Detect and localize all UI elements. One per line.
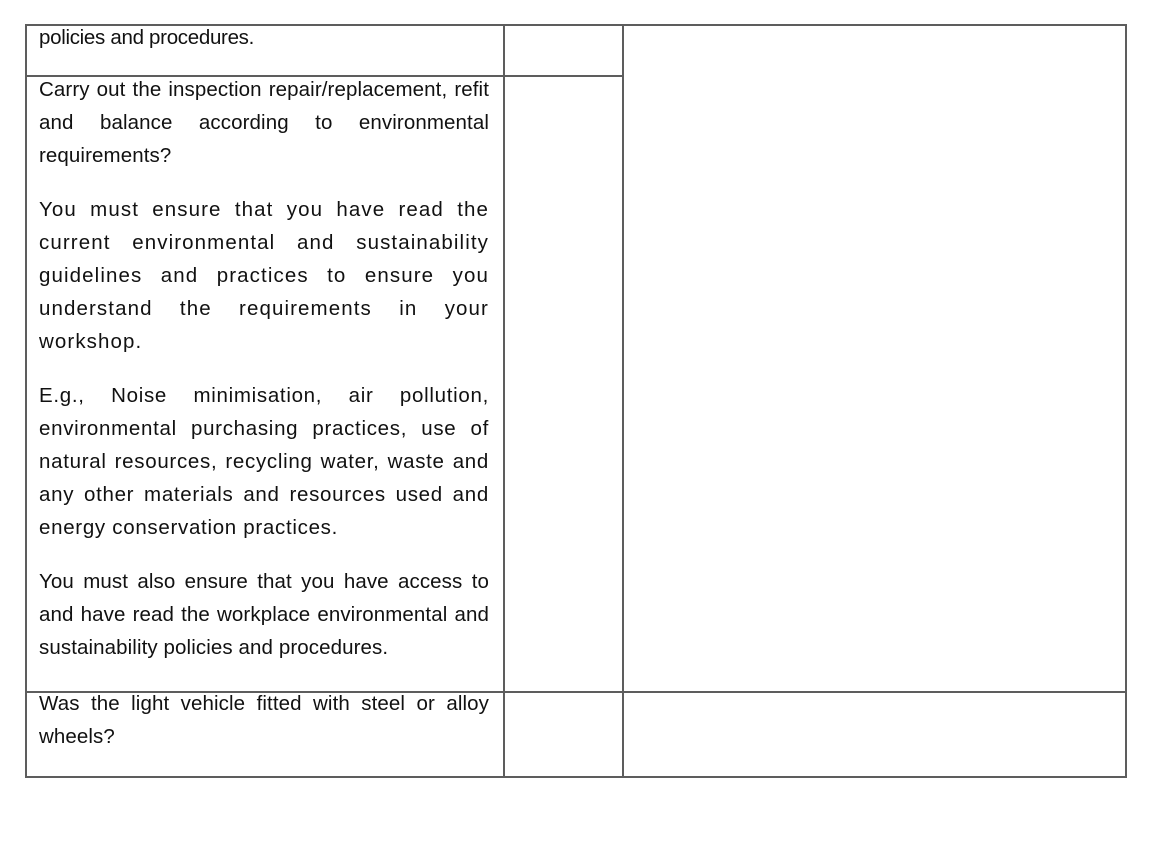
table-cell-environmental — [39, 73, 489, 664]
table-border-left — [25, 24, 27, 778]
table-border-bottom — [25, 776, 1127, 778]
paragraph-examples: E.g., Noise minimisation, air pollution, environmental purchasing practices, use of natural resources, recycling water, waste and any other materials and resources used and energy conservation practices. — [39, 384, 489, 539]
table-cell-continued — [39, 21, 489, 54]
question-wheels: Was the light vehicle fitted with steel or alloy wheels? — [39, 692, 489, 748]
paragraph-workplace-policies: You must also ensure that you have access to and have read the workplace environmental and sustainability policies and procedures. — [39, 570, 489, 659]
paragraph-continued: policies and procedures. — [39, 26, 255, 49]
column-divider-1 — [503, 24, 505, 778]
question-environmental: Carry out the inspection repair/replacement, refit and balance according to environmental requirements? — [39, 78, 489, 167]
table-cell-wheels — [39, 687, 489, 753]
paragraph-read-guidelines: You must ensure that you have read the current environmental and sustainability guidelines and practices to ensure you understand the requirements in your workshop. — [39, 198, 489, 353]
table-border-right — [1125, 24, 1127, 778]
column-divider-2 — [622, 24, 624, 778]
